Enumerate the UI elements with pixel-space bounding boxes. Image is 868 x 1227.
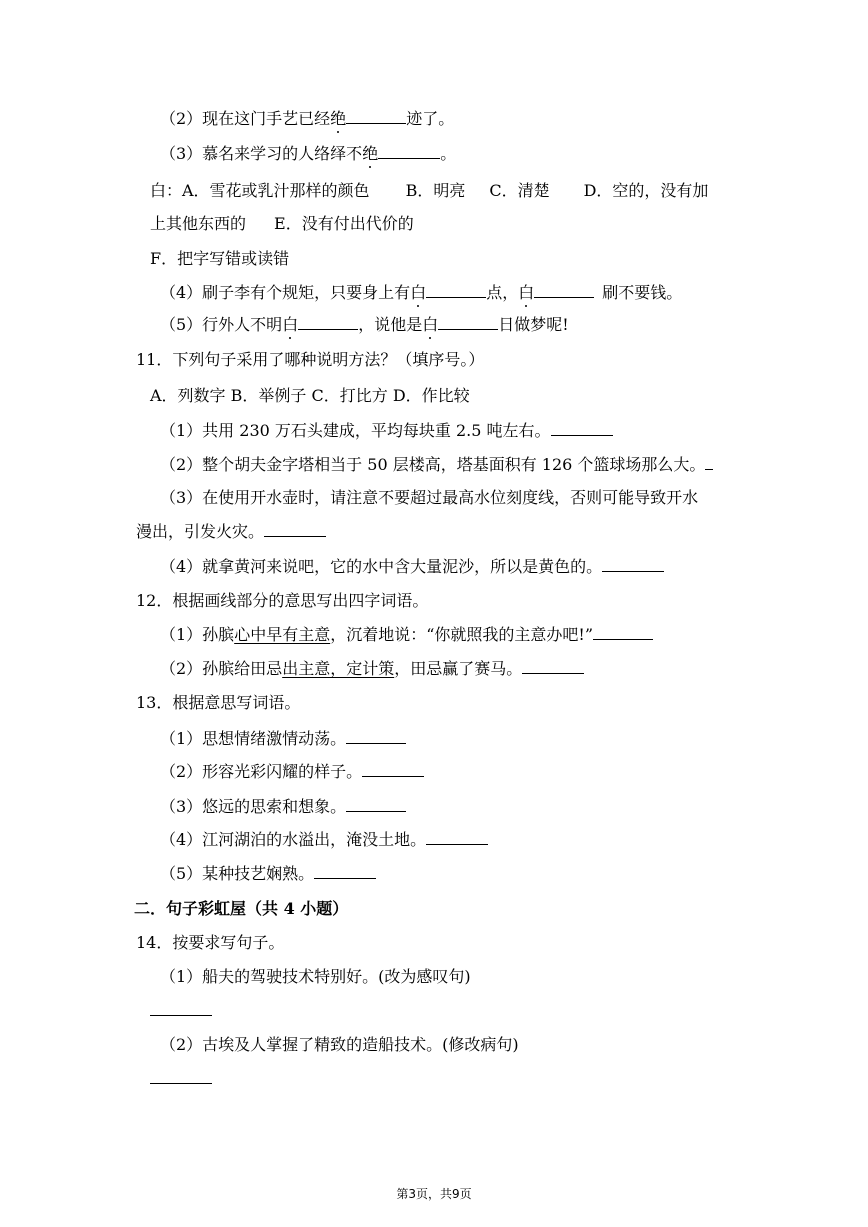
answer-blank[interactable] (298, 314, 358, 330)
q14-title: 14．按要求写句子。 (136, 933, 285, 952)
q10-line-4: （4）刷子李有个规矩，只要身上有白 点，白 刷不要钱。 (160, 283, 683, 302)
q10-line-5: （5）行外人不明白 ，说他是白 日做梦呢! (160, 315, 569, 334)
answer-blank[interactable] (378, 143, 440, 159)
q13-line-2: （2）形容光彩闪耀的样子。 (160, 761, 424, 783)
answer-blank[interactable] (346, 108, 406, 124)
q14-answer-2 (150, 1068, 212, 1090)
q12-title: 12．根据画线部分的意思写出四字词语。 (136, 591, 429, 610)
answer-blank[interactable] (346, 796, 406, 812)
answer-blank[interactable] (438, 314, 498, 330)
answer-blank[interactable] (346, 728, 406, 744)
answer-blank[interactable] (426, 282, 486, 298)
answer-blank[interactable] (551, 420, 613, 436)
q11-options: A．列数字 B．举例子 C．打比方 D．作比较 (150, 386, 470, 405)
answer-blank[interactable] (314, 863, 376, 879)
q11-line-2: （2）整个胡夫金字塔相当于 50 层楼高，塔基面积有 126 个篮球场那么大。 (160, 454, 713, 476)
q13-line-4: （4）江河湖泊的水溢出，淹没土地。 (160, 829, 488, 851)
answer-blank[interactable] (362, 761, 424, 777)
q14-line-2: （2）古埃及人掌握了精致的造船技术。(修改病句) (160, 1035, 519, 1054)
q10-line-2: （2）现在这门手艺已经绝 迹了。 (160, 109, 455, 128)
bai-option-f: F．把字写错或读错 (150, 249, 290, 268)
answer-blank[interactable] (705, 454, 713, 470)
q13-line-3: （3）悠远的思索和想象。 (160, 796, 406, 818)
answer-blank[interactable] (522, 658, 584, 674)
q14-line-1: （1）船夫的驾驶技术特别好。(改为感叹句) (160, 967, 471, 986)
q11-title: 11．下列句子采用了哪种说明方法？（填序号。） (136, 350, 485, 369)
bai-options-line-1: 白：A．雪花或乳汁那样的颜色 B．明亮 C．清楚 D．空的，没有加 (150, 181, 709, 200)
q11-line-3a: （3）在使用开水壶时，请注意不要超过最高水位刻度线，否则可能导致开水 (160, 488, 699, 507)
page-footer: 第3页，共9页 (396, 1187, 472, 1201)
bai-options-line-2: 上其他东西的 E．没有付出代价的 (150, 214, 414, 233)
q11-line-3b: 漫出，引发火灾。 (136, 521, 326, 543)
q12-line-2: （2）孙膑给田忌出主意，定计策，田忌赢了赛马。 (160, 658, 584, 680)
section-2-title: 二．句子彩虹屋（共 4 小题） (134, 899, 349, 918)
q10-line-3: （3）慕名来学习的人络绎不绝 。 (160, 144, 457, 163)
q11-line-1: （1）共用 230 万石头建成，平均每块重 2.5 吨左右。 (160, 420, 613, 442)
q13-title: 13．根据意思写词语。 (136, 693, 301, 712)
q12-line-1: （1）孙膑心中早有主意，沉着地说：“你就照我的主意办吧!” (160, 624, 653, 646)
answer-blank[interactable] (150, 1068, 212, 1084)
answer-blank[interactable] (264, 521, 326, 537)
answer-blank[interactable] (602, 556, 664, 572)
answer-blank[interactable] (150, 1000, 212, 1016)
q13-line-5: （5）某种技艺娴熟。 (160, 863, 376, 885)
answer-blank[interactable] (534, 282, 594, 298)
q11-line-4: （4）就拿黄河来说吧，它的水中含大量泥沙，所以是黄色的。 (160, 556, 664, 578)
answer-blank[interactable] (593, 624, 653, 640)
q13-line-1: （1）思想情绪激情动荡。 (160, 728, 406, 750)
q14-answer-1 (150, 1000, 212, 1022)
answer-blank[interactable] (426, 829, 488, 845)
